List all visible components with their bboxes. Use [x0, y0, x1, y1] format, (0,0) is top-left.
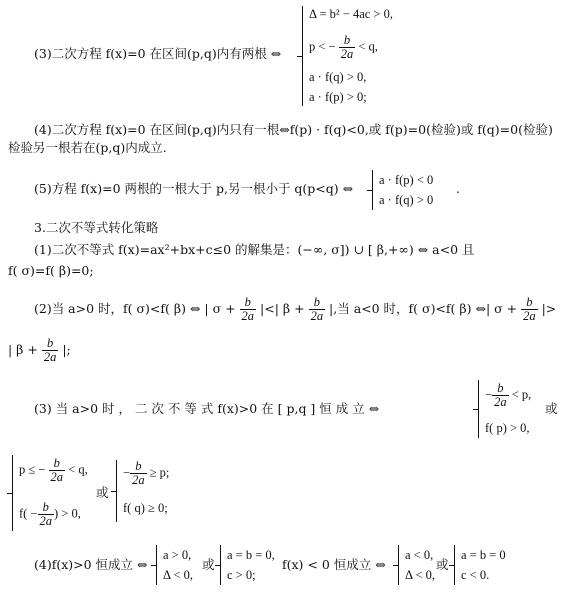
s3-cond-vertex: − $\frac{b}{2a}$ < p,	[485, 381, 532, 409]
s3b-cond-vertex: p ≤ − $\frac{b}{2a}$ < q,	[19, 456, 88, 484]
item3-cond-fq: a · f(q) > 0,	[309, 70, 367, 84]
s1-line1: (1)二次不等式 f(x)=ax²+bx+c≤0 的解集是：(−∞, σ]) ∪ [ β,+∞) ⇔ a<0 且	[34, 242, 475, 257]
s2-line1: (2)当 a>0 时，f( σ)<f( β) ⇔ | σ + $\frac{b}{2a}$ |<| β + $\frac{b}{2a}$ |,当 a<0 时，f( σ)<f( β) ⇔| σ + $\frac{b}{2a}$ |>	[34, 295, 557, 323]
s3b-cond-vertex2: − $\frac{b}{2a}$ ≥ p;	[123, 459, 170, 487]
item3-cases-brace	[302, 6, 393, 106]
item3-cond-discriminant: Δ = b² − 4ac > 0,	[309, 7, 393, 21]
s3b-cond-fvertex: f( − $\frac{b}{2a}$ ) > 0,	[19, 500, 81, 528]
fraction-b-over-2a: $\frac{b}{2a}$	[39, 500, 52, 528]
s3b-cond-fq: f( q) ≥ 0;	[123, 501, 168, 515]
s4-cond-a-pos: a > 0,	[163, 548, 192, 562]
s4-cases-2	[220, 545, 275, 585]
item3-cond-fp: a · f(p) > 0;	[309, 90, 367, 104]
s4-cond-delta-neg: Δ < 0,	[163, 568, 194, 582]
item4-line2: 检验另一根若在(p,q)内成立.	[8, 140, 167, 155]
s3b-cases-brace	[12, 455, 88, 531]
s4-or1: 或	[202, 557, 215, 572]
fraction-b-over-2a: $\frac{b}{2a}$	[310, 295, 324, 323]
item5-cond-fq: a · f(q) > 0	[379, 193, 434, 207]
s4-cond-delta-neg-2: Δ < 0,	[405, 568, 436, 582]
s4-mid: f(x) < 0 恒成立 ⇔	[282, 557, 386, 572]
fraction-b-over-2a: $\frac{b}{2a}$	[523, 295, 536, 323]
fraction-b-over-2a: $\frac{b}{2a}$	[50, 456, 64, 484]
s4-cond-ab-zero-2: a = b = 0	[461, 548, 506, 562]
item5-end: .	[456, 181, 460, 196]
section-title: 3.二次不等式转化策略	[34, 220, 159, 235]
fraction-b-over-2a: $\frac{b}{2a}$	[132, 459, 145, 487]
s4-cases-3	[398, 545, 436, 585]
s4-text: (4)f(x)>0 恒成立 ⇔	[34, 557, 148, 572]
s4-cases-1	[156, 545, 194, 585]
item5-cond-fp: a · f(p) < 0	[379, 173, 434, 187]
s2-line2: | β + $\frac{b}{2a}$ |;	[8, 336, 71, 364]
item5-text: (5)方程 f(x)=0 两根的一根大于 p,另一根小于 q(p<q) ⇔	[34, 181, 354, 196]
s4-cond-a-neg: a < 0,	[405, 548, 434, 562]
item5-cases-brace	[372, 170, 434, 210]
fraction-b-over-2a: $\frac{b}{2a}$	[340, 33, 354, 61]
s4-cond-c-pos: c > 0;	[227, 568, 256, 582]
s3b-second-cases-brace	[116, 459, 170, 522]
s3-line1: (3) 当 a>0 时 ， 二 次 不 等 式 f(x)>0 在 [ p,q ] 恒 成 立 ⇔	[34, 401, 380, 416]
s4-cond-ab-zero: a = b = 0,	[227, 548, 275, 562]
item4-line1: (4)二次方程 f(x)=0 在区间(p,q)内只有一根⇔f(p) · f(q)<0,或 f(p)=0(检验)或 f(q)=0(检验)	[34, 122, 553, 137]
s1-line2: f( σ)=f( β)=0;	[8, 263, 94, 278]
s3-cond-fp: f( p) > 0,	[485, 421, 530, 435]
s4-cases-4	[454, 545, 506, 585]
fraction-b-over-2a: $\frac{b}{2a}$	[241, 295, 255, 323]
fraction-b-over-2a: $\frac{b}{2a}$	[43, 336, 57, 364]
item3-cond-vertex: p < − $\frac{b}{2a}$ < q,	[309, 33, 378, 61]
item3-text: (3)二次方程 f(x)=0 在区间(p,q)内有两根 ⇔	[34, 46, 282, 61]
s3-or: 或	[545, 401, 558, 416]
s3-cases-brace	[478, 380, 532, 438]
s4-cond-c-neg: c < 0.	[461, 568, 490, 582]
s3b-or: 或	[96, 485, 109, 500]
s4-or2: 或	[436, 557, 449, 572]
fraction-b-over-2a: $\frac{b}{2a}$	[494, 381, 507, 409]
